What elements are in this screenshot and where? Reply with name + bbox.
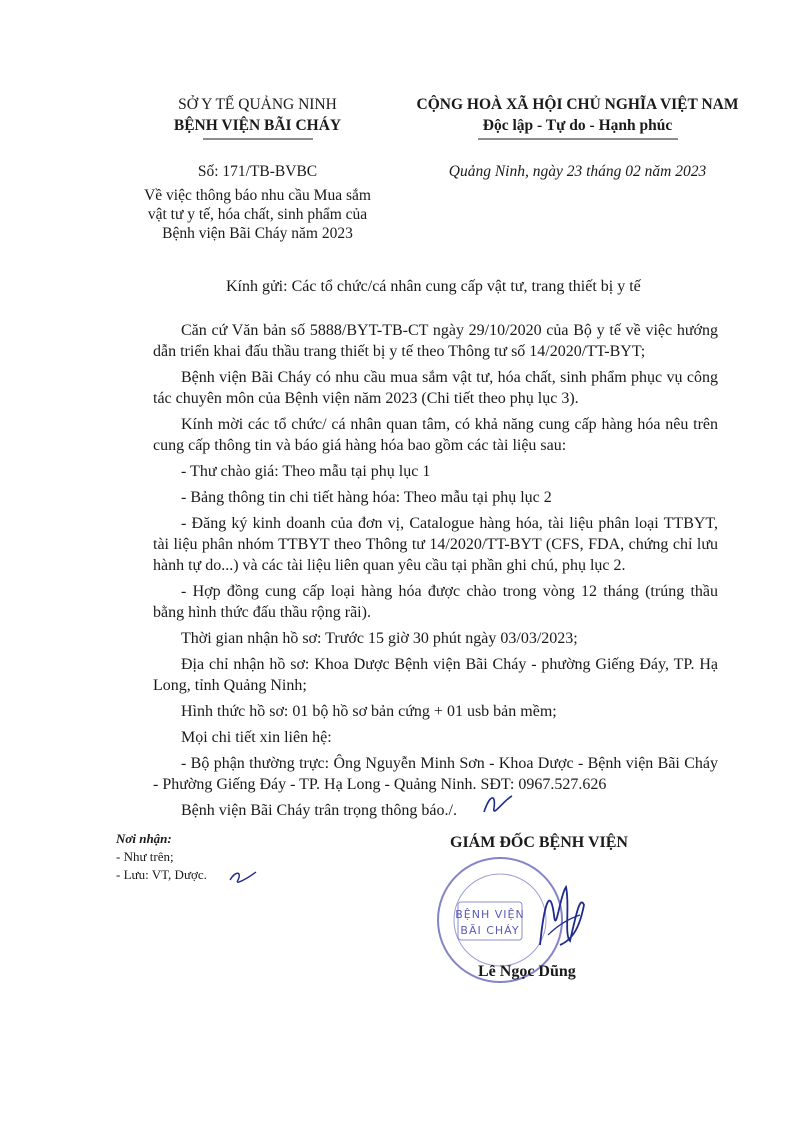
stamp-line: BÃI CHÁY (460, 924, 520, 937)
national-motto: Độc lập - Tự do - Hạnh phúc (482, 117, 673, 134)
body-paragraph: Căn cứ Văn bản số 5888/BYT-TB-CT ngày 29/10/2020 của Bộ y tế về việc hướng dẫn triển khai đấu thầu trang thiết bị y tế theo Thông tư số 14/2020/TT-BYT; (153, 322, 718, 360)
document-subject (130, 186, 385, 243)
recipient-line: - Như trên; (116, 849, 174, 864)
motto-underline (478, 137, 678, 141)
place-date: Quảng Ninh, ngày 23 tháng 02 năm 2023 (448, 163, 707, 180)
country-name: CỘNG HOÀ XÃ HỘI CHỦ NGHĨA VIỆT NAM (416, 96, 739, 113)
recipient-initial-signature (226, 866, 260, 888)
body-paragraph: Kính mời các tổ chức/ cá nhân quan tâm, có khả năng cung cấp hàng hóa nêu trên cung cấp thông tin và báo giá hàng hóa bao gồm các tài liệu sau: (153, 416, 718, 454)
document-number: Số: 171/TB-BVBC (197, 163, 318, 180)
hospital-underline (203, 137, 313, 141)
national-header (390, 94, 765, 182)
issuer-block (130, 94, 385, 243)
list-item: - Bảng thông tin chi tiết hàng hóa: Theo mẫu tại phụ lục 2 (181, 489, 552, 506)
list-item: - Thư chào giá: Theo mẫu tại phụ lục 1 (181, 463, 431, 480)
list-item: - Đăng ký kinh doanh của đơn vị, Catalogue hàng hóa, tài liệu phân loại TTBYT, tài liệu phân nhóm TTBYT theo Thông tư 14/2020/TT-BYT (CFS, FDA, chứng chỉ lưu hành tự do...) và các tài liệu liên quan yêu cầu tại phần ghi chú, phụ lục 2. (153, 515, 718, 574)
subject-line: Bệnh viện Bãi Cháy năm 2023 (162, 225, 353, 242)
director-signature (530, 875, 590, 955)
subject-line: Về việc thông báo nhu cầu Mua sắm (144, 187, 371, 204)
format-text: Hình thức hồ sơ: 01 bộ hồ sơ bản cứng + 01 usb bản mềm; (181, 703, 557, 720)
recipients-title: Nơi nhận: (116, 831, 172, 846)
recipient-line: - Lưu: VT, Dược. (116, 867, 207, 882)
contact-text: - Bộ phận thường trực: Ông Nguyễn Minh Sơn - Khoa Dược - Bệnh viện Bãi Cháy - Phường Giếng Đáy - TP. Hạ Long - Quảng Ninh. SĐT: 0967.527.626 (153, 755, 718, 793)
address-text: Địa chỉ nhận hồ sơ: Khoa Dược Bệnh viện Bãi Cháy - phường Giếng Đáy, TP. Hạ Long, tỉnh Quảng Ninh; (153, 656, 718, 694)
list-item: - Hợp đồng cung cấp loại hàng hóa được chào trong vòng 12 tháng (trúng thầu bằng hình thức đấu thầu rộng rãi). (153, 583, 718, 621)
stamp-line: BỆNH VIỆN (455, 908, 525, 921)
signer-position: GIÁM ĐỐC BỆNH VIỆN (450, 834, 628, 851)
subject-line: vật tư y tế, hóa chất, sinh phẩm của (147, 206, 368, 223)
document-body (153, 320, 718, 826)
body-paragraph: Bệnh viện Bãi Cháy có nhu cầu mua sắm vật tư, hóa chất, sinh phẩm phục vụ công tác chuyên môn của Bệnh viện năm 2023 (Chi tiết theo phụ lục 3). (153, 369, 718, 407)
closing-initial-signature (478, 790, 518, 820)
deadline-text: Thời gian nhận hồ sơ: Trước 15 giờ 30 phút ngày 03/03/2023; (181, 630, 578, 647)
recipients-block (116, 830, 207, 884)
salutation: Kính gửi: Các tổ chức/cá nhân cung cấp vật tư, trang thiết bị y tế (226, 278, 641, 295)
contact-intro: Mọi chi tiết xin liên hệ: (181, 729, 332, 746)
hospital-name: BỆNH VIỆN BÃI CHÁY (173, 117, 342, 134)
department-name: SỞ Y TẾ QUẢNG NINH (178, 96, 337, 113)
closing-text: Bệnh viện Bãi Cháy trân trọng thông báo./. (181, 802, 457, 819)
signer-name: Lê Ngọc Dũng (478, 963, 576, 980)
